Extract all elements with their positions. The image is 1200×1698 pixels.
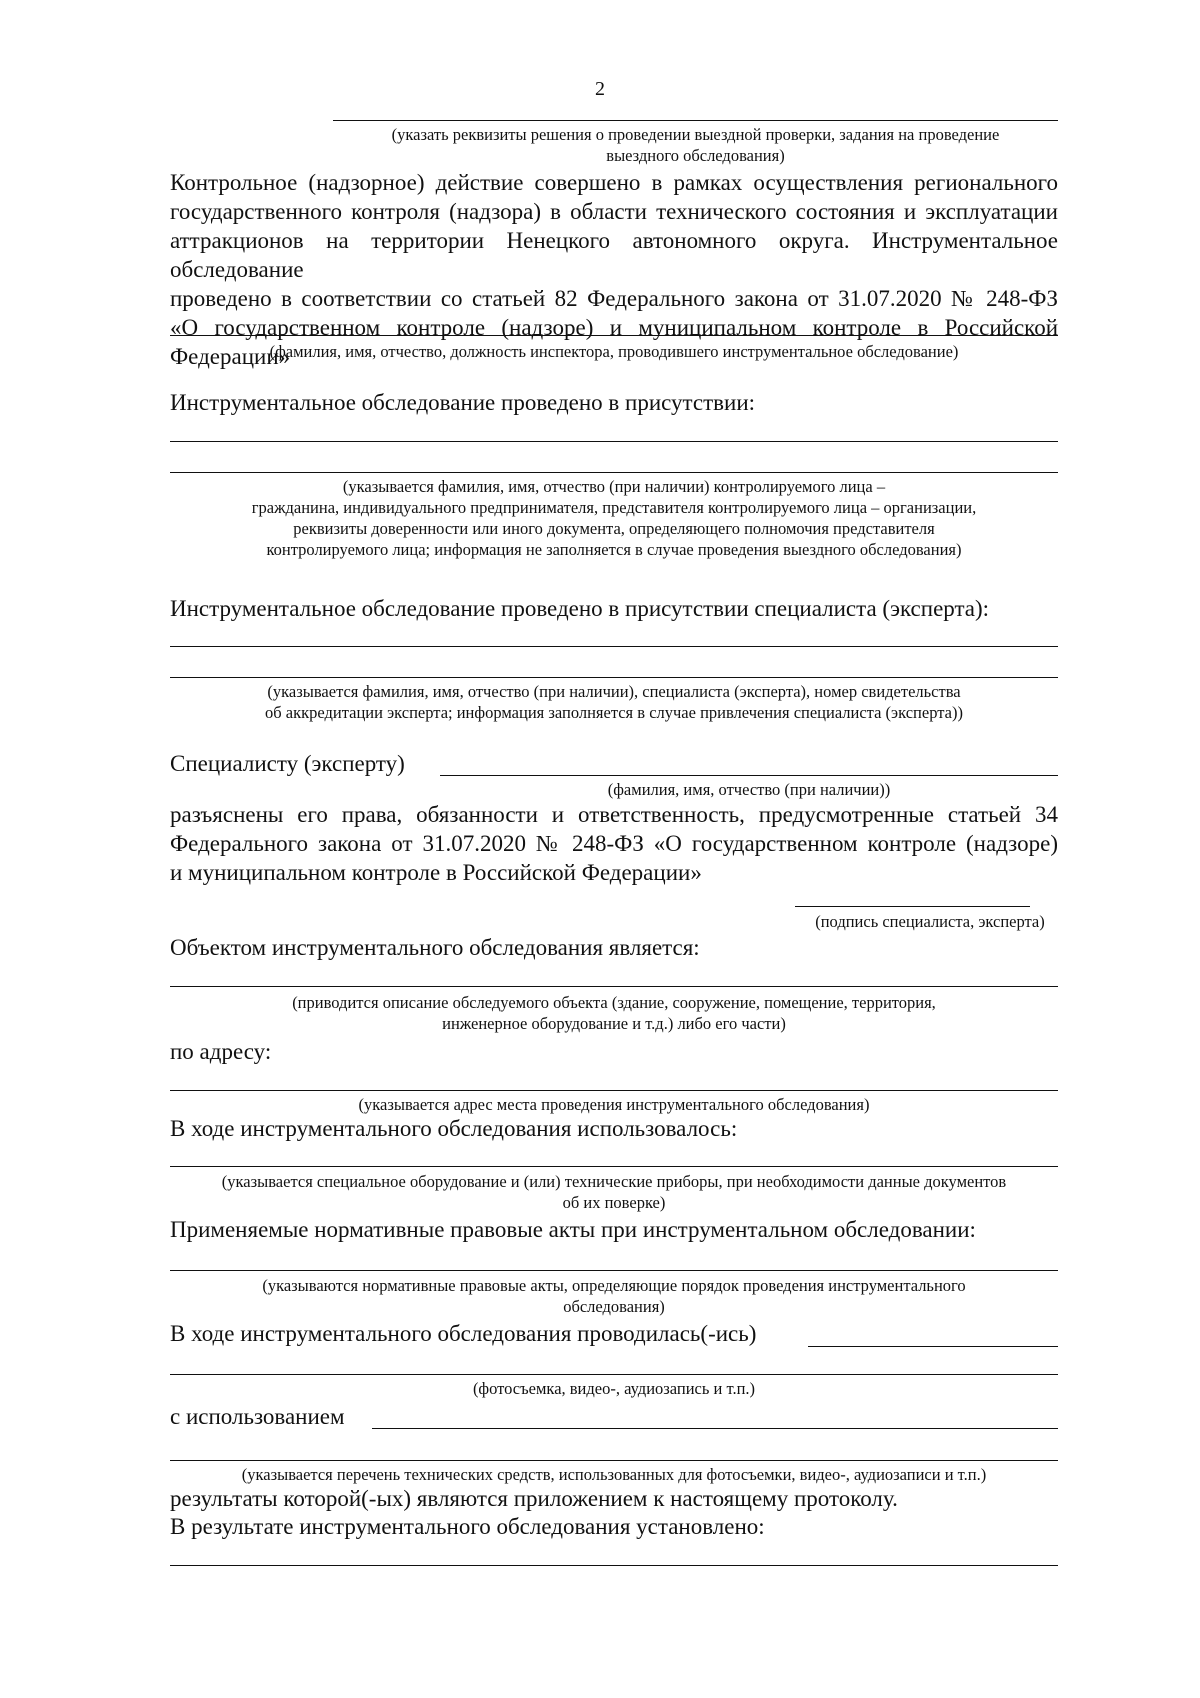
expert-name-line[interactable] xyxy=(440,775,1058,776)
equipment-used-label: В ходе инструментального обследования использовалось: xyxy=(170,1116,738,1141)
intro-paragraph: Контрольное (надзорное) действие совершено в рамках осуществления регионального государственного контроля (надзора) в области технического состояния и эксплуатации аттракционов на территории Ненецкого автономного округа. Инструментальное обследование проведено в соответствии со статьей 82 Федерального закона от 31.07.2020 № 248-ФЗ «О государственном контроле (надзоре) и муниципальном контроле в Российской Федерации» xyxy=(170,170,1058,369)
address-caption: (указывается адрес места проведения инструментального обследования) xyxy=(358,1095,870,1114)
decision-requisites-line[interactable] xyxy=(333,120,1058,121)
recording-line-2[interactable] xyxy=(170,1374,1058,1375)
address-label: по адресу: xyxy=(170,1039,272,1064)
expert-caption: (указывается фамилия, имя, отчество (при наличии), специалиста (эксперта), номер свидетельства об аккредитации эксперта; информация заполняется в случае привлечения специалиста (эксперта)) xyxy=(265,682,963,722)
established-line[interactable] xyxy=(170,1565,1058,1566)
object-label: Объектом инструментального обследования является: xyxy=(170,935,700,960)
recording-label: В ходе инструментального обследования проводилась(-ись) xyxy=(170,1321,757,1346)
decision-requisites-caption: (указать реквизиты решения о проведении выездной проверки, задания на проведение выездного обследования) xyxy=(391,125,1000,165)
legal-acts-caption: (указываются нормативные правовые акты, определяющие порядок проведения инструментального обследования) xyxy=(262,1276,966,1316)
equipment-line[interactable] xyxy=(170,1166,1058,1167)
inspector-line[interactable] xyxy=(170,335,1058,336)
using-line-1[interactable] xyxy=(372,1428,1058,1429)
expert-presence-line-1[interactable] xyxy=(170,646,1058,647)
using-line-2[interactable] xyxy=(170,1460,1058,1461)
presence-line-1[interactable] xyxy=(170,441,1058,442)
rights-paragraph: разъяснены его права, обязанности и ответственность, предусмотренные статьей 34 Федерального закона от 31.07.2020 № 248-ФЗ «О государственном контроле (надзоре) и муниципальном контроле в Российской Федерации» xyxy=(170,802,1058,885)
recording-caption: (фотосъемка, видео-, аудиозапись и т.п.) xyxy=(472,1379,756,1398)
page-number: 2 xyxy=(595,78,605,100)
legal-acts-label: Применяемые нормативные правовые акты при инструментальном обследовании: xyxy=(170,1217,976,1242)
established-label: В результате инструментального обследования установлено: xyxy=(170,1514,765,1539)
technical-means-caption: (указывается перечень технических средств, использованных для фотосъемки, видео-, аудиозаписи и т.п.) xyxy=(241,1465,987,1484)
inspector-caption: (фамилия, имя, отчество, должность инспектора, проводившего инструментальное обследование) xyxy=(269,342,959,361)
using-label: с использованием xyxy=(170,1404,345,1429)
controlled-person-caption: (указывается фамилия, имя, отчество (при наличии) контролируемого лица – гражданина, индивидуального предпринимателя, представителя контролируемого лица – организации, реквизиты доверенности или иного документа, определяющего полномочия представителя контролируемого лица; информация не заполняется в случае проведения выездного обследования) xyxy=(251,477,977,559)
presence-line-2[interactable] xyxy=(170,472,1058,473)
expert-fio-caption: (фамилия, имя, отчество (при наличии)) xyxy=(607,780,891,799)
expert-presence-label: Инструментальное обследование проведено в присутствии специалиста (эксперта): xyxy=(170,596,990,621)
address-line[interactable] xyxy=(170,1090,1058,1091)
presence-label: Инструментальное обследование проведено в присутствии: xyxy=(170,390,756,415)
recording-line-1[interactable] xyxy=(808,1346,1058,1347)
legal-acts-line[interactable] xyxy=(170,1270,1058,1271)
equipment-caption: (указывается специальное оборудование и (или) технические приборы, при необходимости данные документов об их поверке) xyxy=(221,1172,1007,1212)
object-caption: (приводится описание обследуемого объекта (здание, сооружение, помещение, территория, инженерное оборудование и т.д.) либо его части) xyxy=(292,993,936,1033)
signature-line[interactable] xyxy=(795,906,1030,907)
object-line[interactable] xyxy=(170,986,1058,987)
expert-label: Специалисту (эксперту) xyxy=(170,751,405,776)
expert-presence-line-2[interactable] xyxy=(170,677,1058,678)
results-line: результаты которой(-ых) являются приложением к настоящему протоколу. xyxy=(170,1486,898,1511)
signature-caption: (подпись специалиста, эксперта) xyxy=(815,912,1045,931)
